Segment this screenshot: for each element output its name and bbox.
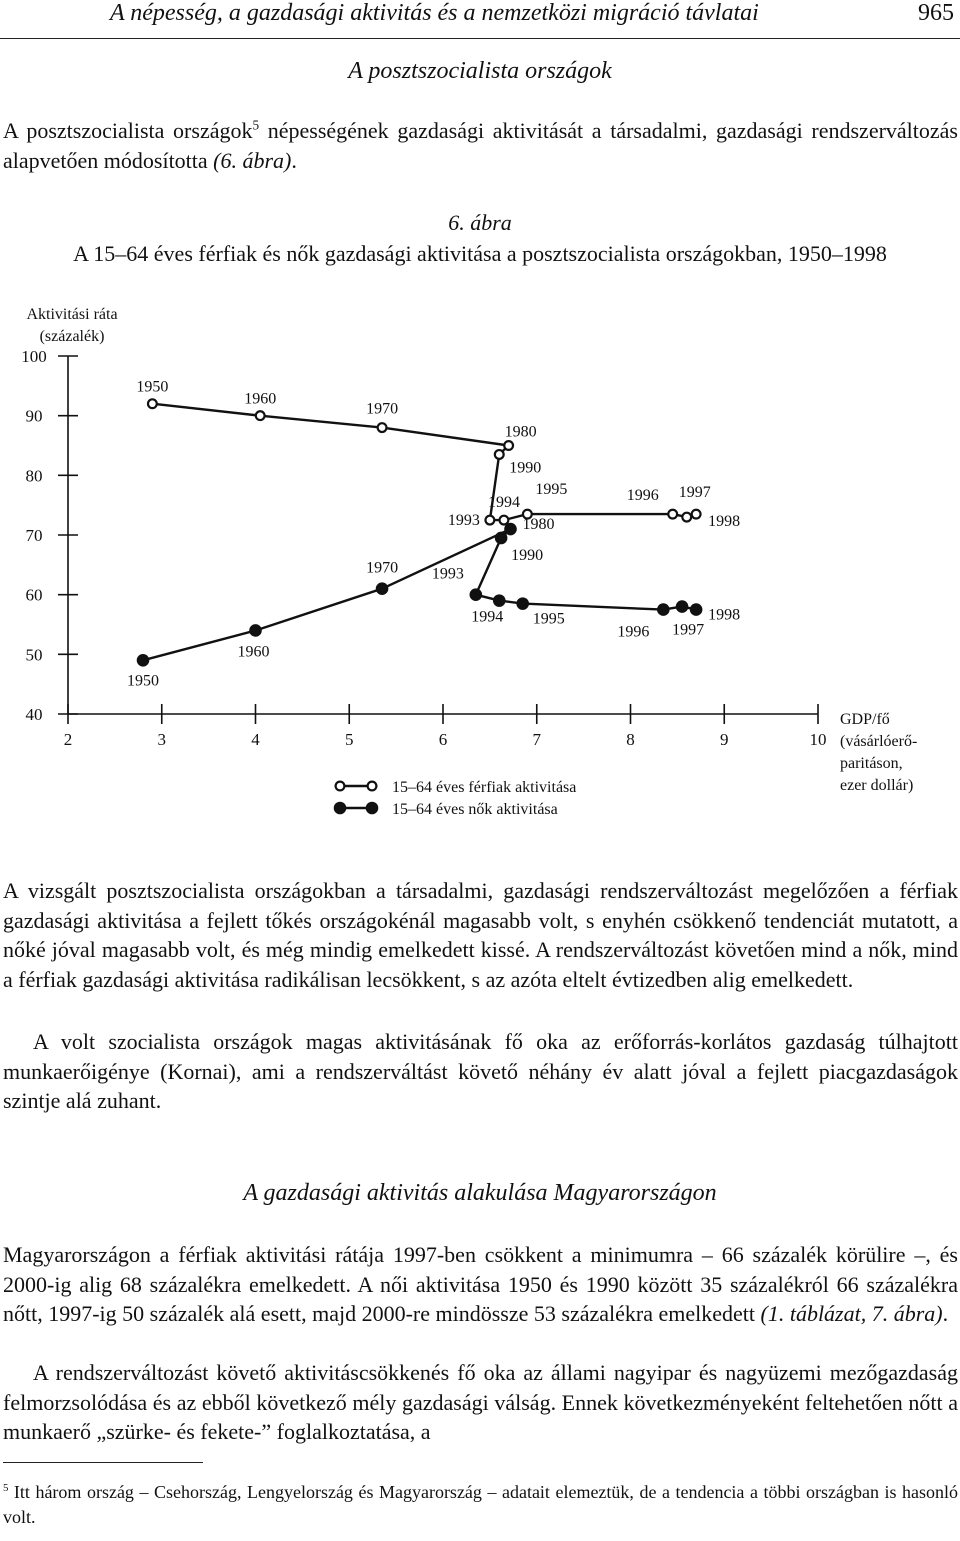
legend-open-marker — [368, 782, 377, 791]
activity-chart — [0, 296, 960, 826]
y-tick-label: 50 — [25, 645, 43, 665]
women-point-1980 — [505, 524, 515, 534]
men-point-1990 — [495, 450, 504, 459]
men-point-1997 — [682, 513, 691, 522]
men-point-1993 — [485, 516, 494, 525]
x-tick-label: 5 — [345, 730, 354, 749]
section2-para1-text: Magyarországon a férfiak aktivitási rátája 1997-ben csökkent a minimumra – 66 százalék körülire –, és 2000-ig alig 68 százalékra emelkedett. A női aktivitása 1950 és 1990 között 35 százalékról 66 százalékra nőtt, 1997-ig 50 százalék alá esett, majd 2000-re mindössze 53 százalékra emelkedett — [3, 1242, 958, 1326]
x-tick-label: 8 — [626, 730, 635, 749]
figure-caption: A 15–64 éves férfiak és nők gazdasági aktivitása a posztszocialista országokban, 1950–1998 — [73, 241, 887, 266]
women-year-label-1998: 1998 — [708, 606, 741, 624]
intro-text-pre: A posztszocialista országok — [3, 118, 253, 143]
chart-legend — [335, 779, 577, 818]
body-paragraph-1: A vizsgált posztszocialista országokban a társadalmi, gazdasági rendszerváltozást megelőzően a férfiak gazdasági aktivitása a fejlett tőkés országokénál magasabb volt, s enyhén csökkenő tendenciát mutatott, a nőké jóval magasabb volt, és még mindig emelkedett kissé. A rendszerváltozást követően mind a nők, mind a férfiak gazdasági aktivitása radikálisan lecsökkent, s az azóta eltelt évtizedben alig emelkedett. — [3, 878, 958, 992]
x-axis-title: paritáson, — [840, 755, 903, 772]
section2-paragraph-2: A rendszerváltozást követő aktivitáscsökkenés fő oka az állami nagyipar és nagyüzemi mezőgazdaság felmorzsolódása és az ebből következő mély gazdasági válság. Ennek következményeként feltehetően nőtt a munkaerő „szürke- és fekete-” foglalkoztatása, a — [3, 1360, 958, 1444]
y-tick-label: 100 — [21, 347, 47, 366]
y-tick-label: 90 — [25, 406, 43, 426]
women-point-1993 — [471, 589, 481, 599]
men-point-1994 — [500, 516, 509, 525]
intro-paragraph — [3, 116, 958, 175]
women-point-1997 — [677, 601, 687, 611]
table-figure-reference: (1. táblázat, 7. ábra) — [760, 1301, 943, 1326]
women-point-1990 — [496, 533, 506, 543]
women-year-label-1996: 1996 — [617, 623, 650, 641]
x-tick-label: 4 — [251, 730, 260, 749]
x-axis-title: (vásárlóerő- — [840, 733, 918, 750]
y-axis-title: (százalék) — [39, 328, 105, 345]
men-year-label-1970: 1970 — [366, 400, 399, 418]
women-point-1996 — [658, 604, 668, 614]
women-point-1998 — [691, 604, 701, 614]
x-axis-title: GDP/fő — [840, 711, 890, 728]
legend-filled-marker — [335, 803, 345, 813]
women-point-1950 — [138, 655, 148, 665]
legend-label: 15–64 éves nők aktivitása — [392, 801, 558, 818]
body-paragraph-2: A volt szocialista országok magas aktivitásának fő oka az erőforrás-korlátos gazdaság túlhajtott munkaerőigénye (Kornai), ami a rendszerváltást követő néhány év alatt jóval a fejlett piacgazdaságok szintje alá zuhant. — [3, 1029, 958, 1113]
women-point-1970 — [377, 584, 387, 594]
men-point-1996 — [668, 510, 677, 519]
men-year-label-1980: 1980 — [504, 423, 537, 441]
series-lines — [143, 404, 696, 661]
footnote-divider — [3, 1462, 203, 1463]
women-series-line — [143, 529, 696, 660]
men-series-line — [152, 404, 696, 520]
footnote-marker: 5 — [3, 1482, 9, 1494]
women-point-1995 — [517, 598, 527, 608]
legend-label: 15–64 éves férfiak aktivitása — [392, 779, 577, 796]
women-point-1960 — [250, 625, 260, 635]
y-axis-title: Aktivitási ráta — [26, 306, 118, 323]
men-year-label-1993: 1993 — [447, 512, 480, 530]
page-number: 965 — [918, 0, 954, 26]
x-axis-title: ezer dollár) — [840, 777, 914, 794]
y-tick-label: 70 — [25, 526, 43, 545]
x-tick-label: 10 — [809, 730, 827, 749]
men-year-label-1998: 1998 — [708, 513, 741, 531]
men-point-1980 — [504, 441, 513, 450]
point-labels — [127, 379, 740, 690]
section-heading-2: A gazdasági aktivitás alakulása Magyarországon — [243, 1180, 717, 1206]
women-year-label-1950: 1950 — [127, 672, 159, 690]
men-year-label-1950: 1950 — [136, 378, 169, 396]
men-year-label-1960: 1960 — [244, 390, 277, 408]
men-year-label-1995: 1995 — [535, 481, 568, 499]
y-tick-label: 80 — [25, 466, 43, 486]
footnote-text: Itt három ország – Csehország, Lengyelország és Magyarország – adatait elemeztük, de a tendencia a többi országban is hasonló volt. — [3, 1482, 958, 1527]
figure-reference: (6. ábra) — [213, 147, 292, 173]
women-point-1994 — [494, 595, 504, 605]
women-year-label-1980: 1980 — [522, 516, 555, 534]
x-tick-label: 9 — [720, 730, 729, 749]
figure-label: 6. ábra — [448, 210, 512, 235]
men-year-label-1996: 1996 — [626, 487, 659, 505]
section2-para1-end: . — [942, 1301, 949, 1326]
women-year-label-1995: 1995 — [532, 610, 565, 628]
men-year-label-1994: 1994 — [487, 494, 520, 512]
section-heading: A posztszocialista országok — [348, 58, 612, 84]
men-point-1998 — [692, 510, 701, 519]
x-tick-label: 6 — [438, 730, 448, 749]
men-year-label-1990: 1990 — [509, 459, 542, 477]
women-year-label-1993: 1993 — [431, 565, 464, 583]
intro-text-end: . — [291, 147, 297, 173]
men-point-1960 — [256, 411, 265, 420]
women-year-label-1960: 1960 — [237, 643, 270, 661]
men-point-1950 — [148, 399, 157, 408]
x-tick-label: 7 — [532, 730, 541, 749]
women-year-label-1994: 1994 — [471, 608, 504, 626]
footnote — [3, 1480, 958, 1530]
x-tick-label: 3 — [157, 730, 166, 749]
intro-text-post: népességének gazdasági aktivitását a társadalmi, gazdasági rendszerváltozás alapvetően módosította — [3, 118, 958, 173]
men-year-label-1997: 1997 — [678, 484, 711, 502]
legend-filled-marker — [367, 803, 377, 813]
men-point-1970 — [378, 423, 387, 432]
y-tick-label: 60 — [25, 585, 43, 605]
section2-paragraph-1 — [3, 1240, 958, 1329]
footnote-ref: 5 — [252, 117, 260, 133]
women-year-label-1997: 1997 — [672, 621, 705, 639]
running-title: A népesség, a gazdasági aktivitás és a nemzetközi migráció távlatai — [110, 0, 759, 26]
legend-open-marker — [336, 782, 345, 791]
women-year-label-1990: 1990 — [511, 546, 544, 564]
women-year-label-1970: 1970 — [366, 559, 399, 577]
y-tick-label: 40 — [25, 705, 43, 724]
x-tick-label: 2 — [63, 730, 73, 749]
